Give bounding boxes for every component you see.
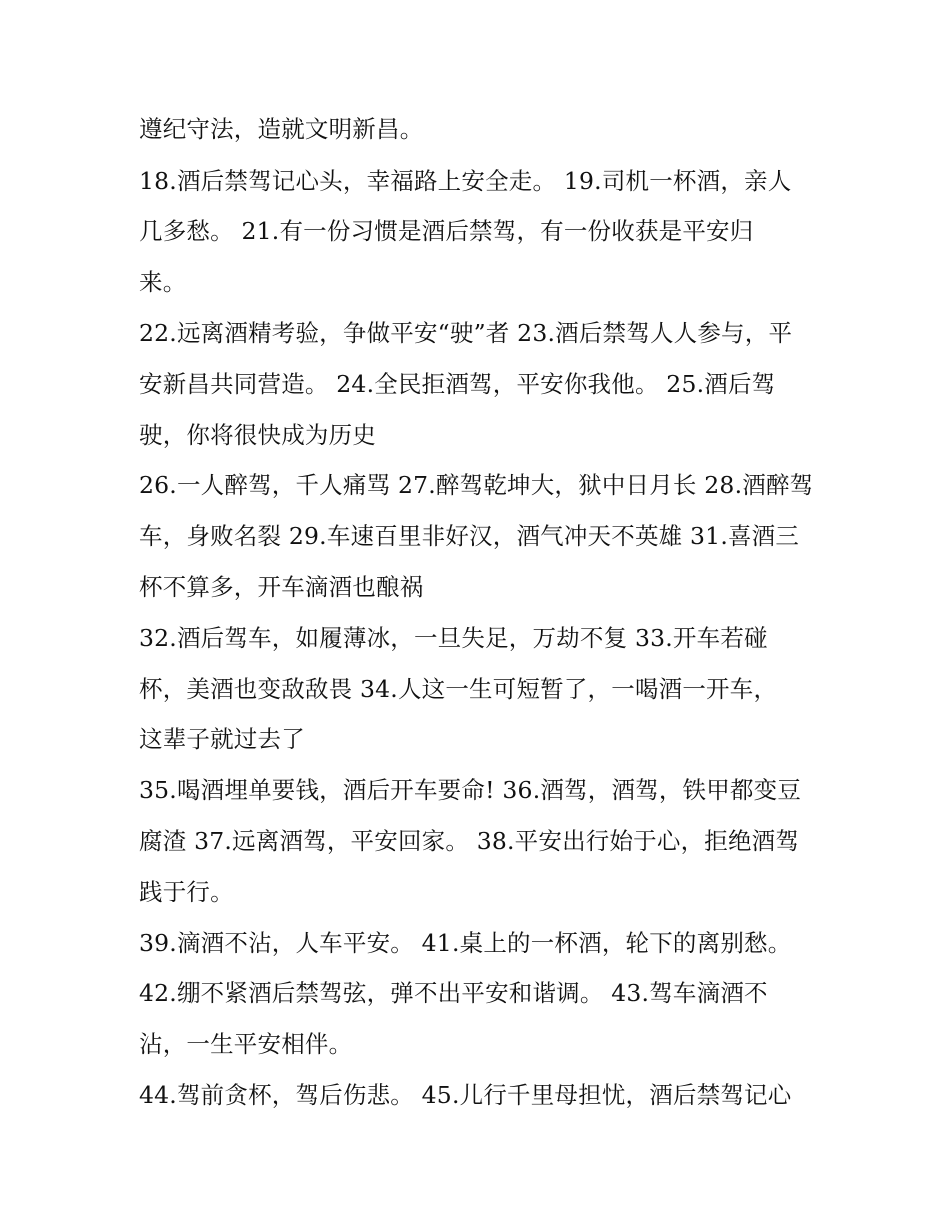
text-line: 杯，美酒也变敌敌畏 34.人这一生可短暂了，一喝酒一开车， — [139, 675, 778, 703]
text-line: 几多愁。 21.有一份习惯是酒后禁驾，有一份收获是平安归 — [139, 217, 754, 245]
text-line: 44.驾前贪杯，驾后伤悲。 45.儿行千里母担忧，酒后禁驾记心 — [139, 1081, 792, 1109]
text-line: 18.酒后禁驾记心头，幸福路上安全走。 19.司机一杯酒，亲人 — [139, 167, 792, 195]
text-line: 践于行。 — [139, 878, 234, 906]
text-line: 沾，一生平安相伴。 — [139, 1030, 353, 1058]
text-line: 腐渣 37.远离酒驾，平安回家。 38.平安出行始于心，拒绝酒驾 — [139, 827, 800, 855]
text-line: 42.绷不紧酒后禁驾弦，弹不出平安和谐调。 43.驾车滴酒不 — [139, 979, 768, 1007]
text-line: 安新昌共同营造。 24.全民拒酒驾，平安你我他。 25.酒后驾 — [139, 370, 776, 398]
text-line: 杯不算多，开车滴酒也酿祸 — [139, 573, 424, 601]
text-line: 来。 — [139, 268, 187, 296]
text-line: 驶，你将很快成为历史 — [139, 421, 376, 449]
text-line: 32.酒后驾车，如履薄冰，一旦失足，万劫不复 33.开车若碰 — [139, 624, 768, 652]
text-line: 35.喝酒埋单要钱，酒后开车要命! 36.酒驾，酒驾，铁甲都变豆 — [139, 776, 802, 804]
text-line: 22.远离酒精考验，争做平安“驶”者 23.酒后禁驾人人参与，平 — [139, 319, 793, 347]
text-line: 39.滴酒不沾，人车平安。 41.桌上的一杯酒，轮下的离别愁。 — [139, 929, 792, 957]
text-line: 这辈子就过去了 — [139, 725, 305, 753]
text-line: 车，身败名裂 29.车速百里非好汉，酒气冲天不英雄 31.喜酒三 — [139, 522, 800, 550]
text-line: 遵纪守法，造就文明新昌。 — [139, 115, 424, 143]
text-line: 26.一人醉驾，千人痛骂 27.醉驾乾坤大，狱中日月长 28.酒醉驾 — [139, 471, 814, 499]
